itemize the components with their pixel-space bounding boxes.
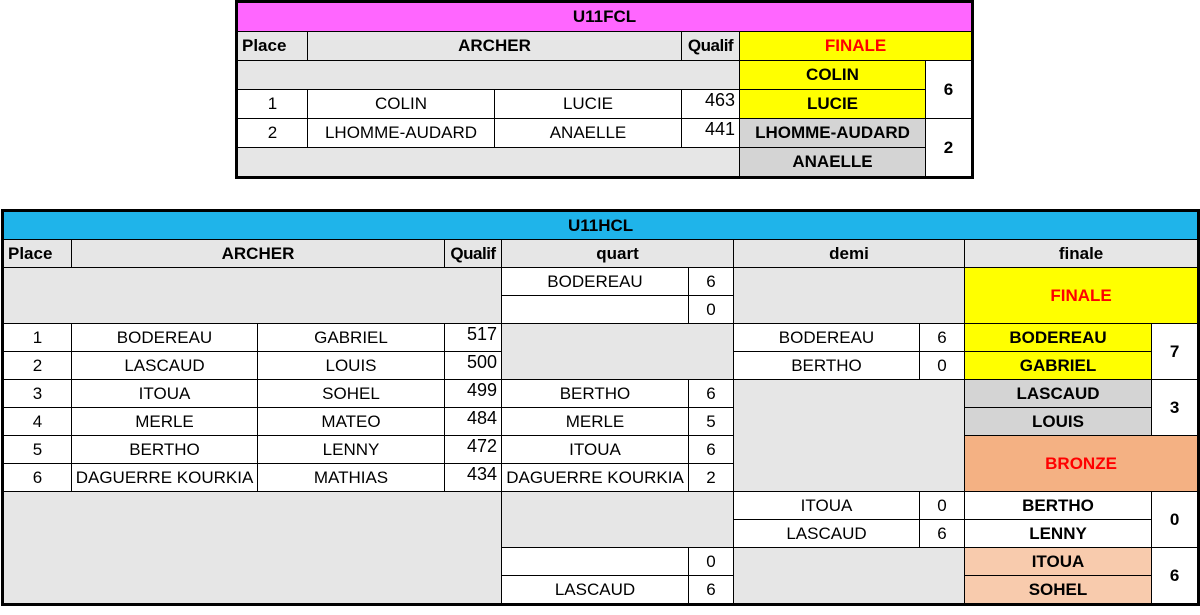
spacer-block [4,492,502,604]
bronze-archer-2-score: 6 [1152,548,1198,604]
archer-header: ARCHER [72,240,445,268]
spacer-block [502,324,734,380]
archer-firstname: MATEO [258,408,445,436]
demi-header: demi [734,240,965,268]
place-cell: 1 [4,324,72,352]
quart-name: BODEREAU [502,268,689,296]
bronze-archer-2-first: SOHEL [965,576,1152,604]
archer-lastname: COLIN [308,90,495,119]
quart-name [502,548,689,576]
u11hcl-title: U11HCL [4,212,1198,240]
archer-lastname: BODEREAU [72,324,258,352]
qualif-header: Qualif [445,240,502,268]
place-header: Place [4,240,72,268]
final-archer-2-score: 2 [926,119,972,177]
bronze-archer-1-score: 0 [1152,492,1198,548]
demi-name: BODEREAU [734,324,920,352]
bronze-archer-2-last: ITOUA [965,548,1152,576]
archer-lastname: MERLE [72,408,258,436]
qualif-score: 517 [445,324,502,352]
quart-name: DAGUERRE KOURKIA [502,464,689,492]
finale-label: FINALE [740,32,972,61]
place-cell: 5 [4,436,72,464]
place-cell: 1 [238,90,308,119]
quart-score: 2 [689,464,734,492]
u11fcl-title: U11FCL [238,3,972,32]
quart-score: 0 [689,296,734,324]
final-archer-2-score: 3 [1152,380,1198,436]
qualif-score: 499 [445,380,502,408]
u11hcl-table [3,211,1198,604]
final-archer-2-first: ANAELLE [740,148,926,177]
place-header: Place [238,32,308,61]
quart-header: quart [502,240,734,268]
qualif-score: 434 [445,464,502,492]
u11fcl-table [237,2,972,177]
qualif-score: 500 [445,352,502,380]
quart-name: ITOUA [502,436,689,464]
quart-score: 5 [689,408,734,436]
qualif-header: Qualif [682,32,740,61]
final-archer-1-score: 7 [1152,324,1198,380]
final-archer-1-score: 6 [926,61,972,119]
archer-firstname: LUCIE [495,90,682,119]
demi-name: LASCAUD [734,520,920,548]
final-archer-1-last: COLIN [740,61,926,90]
archer-lastname: LHOMME-AUDARD [308,119,495,148]
quart-name: BERTHO [502,380,689,408]
final-archer-2-last: LASCAUD [965,380,1152,408]
archer-firstname: LOUIS [258,352,445,380]
demi-score: 6 [920,324,965,352]
archer-lastname: DAGUERRE KOURKIA [72,464,258,492]
demi-score: 6 [920,520,965,548]
spacer-block [4,268,502,324]
demi-score: 0 [920,492,965,520]
archer-firstname: GABRIEL [258,324,445,352]
quart-score: 6 [689,380,734,408]
quart-name: LASCAUD [502,576,689,604]
spacer-block [734,380,965,492]
archer-firstname: LENNY [258,436,445,464]
bronze-label: BRONZE [965,436,1198,492]
place-cell: 6 [4,464,72,492]
archer-firstname: MATHIAS [258,464,445,492]
quart-score: 0 [689,548,734,576]
archer-lastname: LASCAUD [72,352,258,380]
archer-lastname: ITOUA [72,380,258,408]
bronze-archer-1-first: LENNY [965,520,1152,548]
archer-header: ARCHER [308,32,682,61]
quart-score: 6 [689,576,734,604]
demi-score: 0 [920,352,965,380]
finale-header: finale [965,240,1198,268]
qualif-score: 463 [682,90,740,119]
quart-score: 6 [689,436,734,464]
place-cell: 4 [4,408,72,436]
qualif-score: 484 [445,408,502,436]
quart-name [502,296,689,324]
qualif-score: 472 [445,436,502,464]
quart-name: MERLE [502,408,689,436]
place-cell: 3 [4,380,72,408]
place-cell: 2 [4,352,72,380]
final-archer-2-first: LOUIS [965,408,1152,436]
final-archer-1-last: BODEREAU [965,324,1152,352]
final-archer-1-first: GABRIEL [965,352,1152,380]
spacer-block [734,268,965,324]
spacer-row [238,61,740,90]
quart-score: 6 [689,268,734,296]
spacer-block [734,548,965,604]
archer-firstname: SOHEL [258,380,445,408]
qualif-score: 441 [682,119,740,148]
spacer-row [238,148,740,177]
spacer-block [502,492,734,548]
archer-lastname: BERTHO [72,436,258,464]
bronze-archer-1-last: BERTHO [965,492,1152,520]
final-archer-2-last: LHOMME-AUDARD [740,119,926,148]
final-archer-1-first: LUCIE [740,90,926,119]
finale-label: FINALE [965,268,1198,324]
place-cell: 2 [238,119,308,148]
archer-firstname: ANAELLE [495,119,682,148]
demi-name: ITOUA [734,492,920,520]
demi-name: BERTHO [734,352,920,380]
